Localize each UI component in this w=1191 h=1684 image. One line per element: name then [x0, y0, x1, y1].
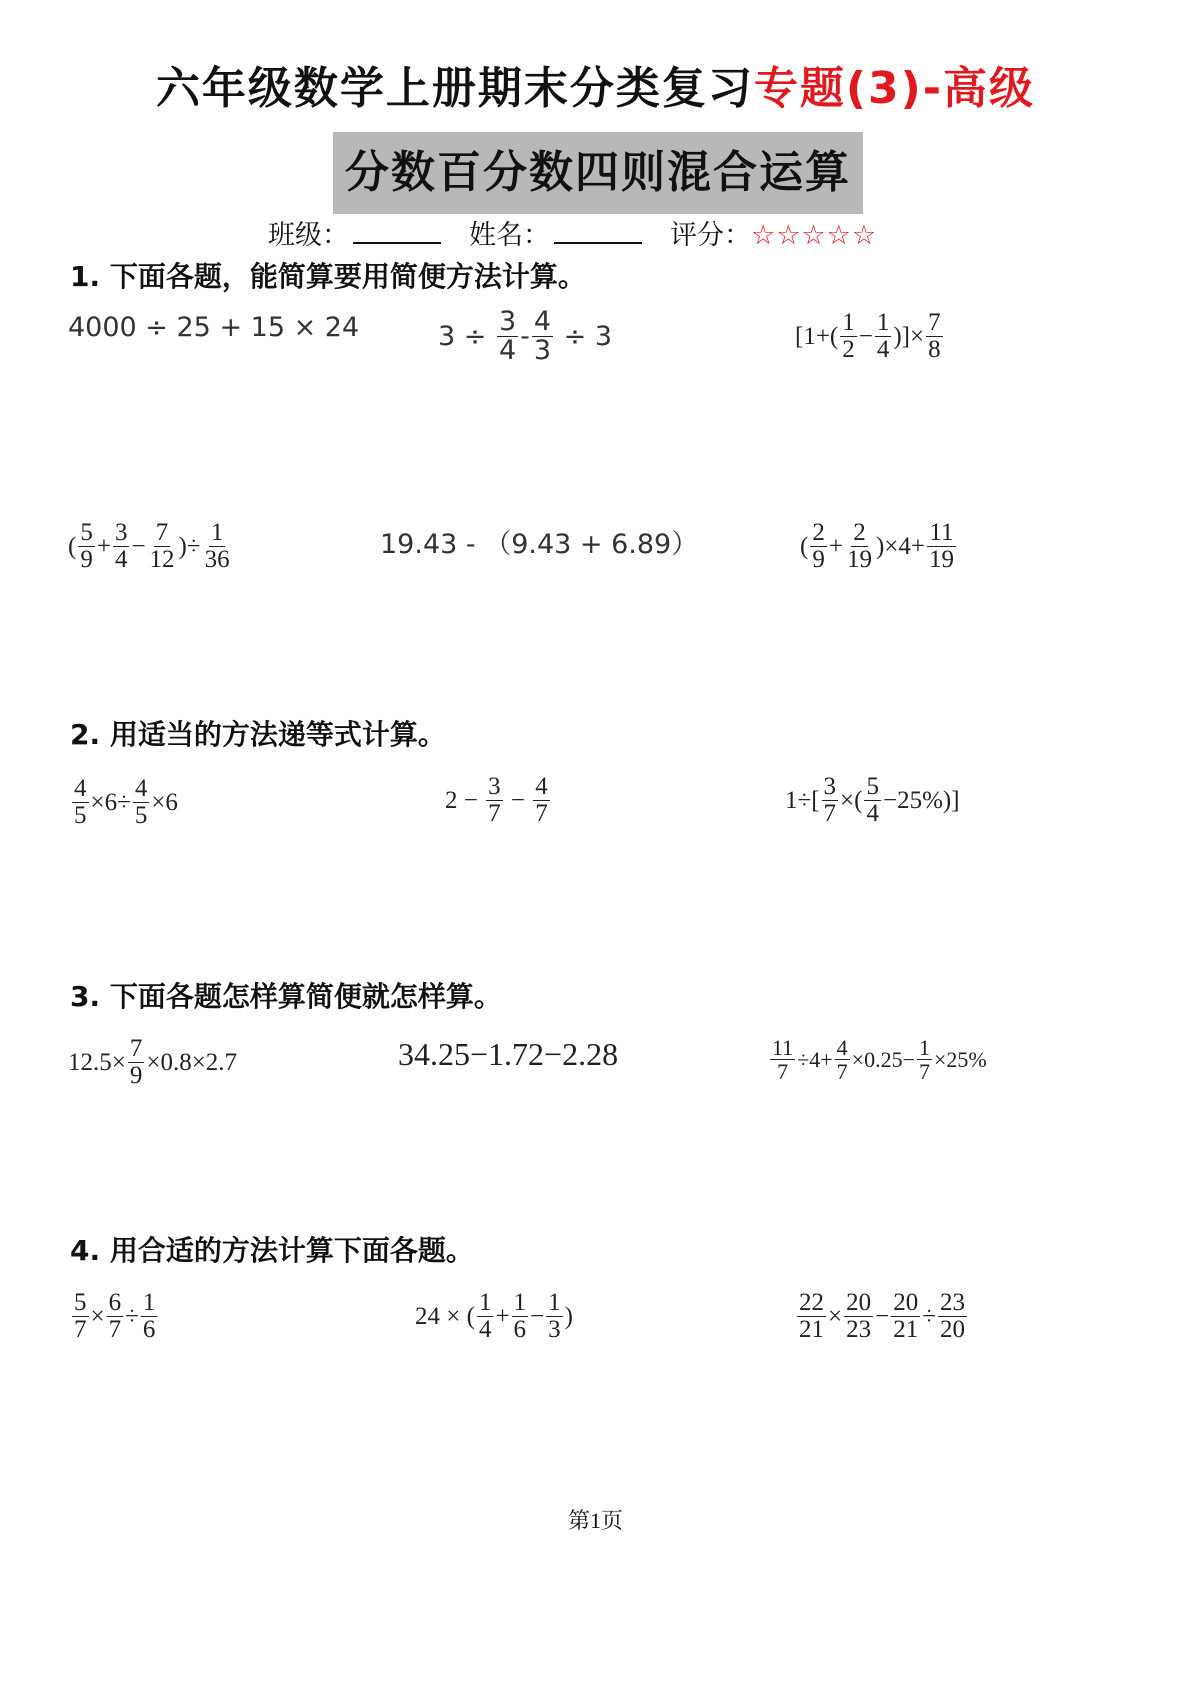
denominator: 23	[846, 1316, 872, 1344]
problem	[398, 1036, 618, 1073]
class-field[interactable]	[268, 218, 441, 252]
numerator: 3	[488, 773, 501, 800]
fraction	[148, 520, 177, 574]
denominator: 2	[842, 336, 855, 364]
expression-text: −	[530, 1302, 545, 1330]
expression-text: [1+(	[795, 322, 839, 350]
numerator: 4	[74, 775, 87, 802]
fraction	[844, 1290, 873, 1344]
expression-text: ×6÷	[90, 788, 131, 816]
fraction	[810, 520, 827, 574]
expression-text: )	[564, 1302, 573, 1330]
expression-text: 12.5×	[68, 1048, 126, 1076]
numerator: 4	[134, 775, 148, 802]
fraction	[72, 776, 89, 830]
fraction	[486, 774, 503, 828]
numerator: 4	[533, 306, 552, 337]
fraction	[770, 1036, 795, 1083]
fraction	[938, 1290, 967, 1344]
numerator: 3	[498, 306, 517, 337]
problem	[70, 776, 178, 830]
fraction	[875, 310, 892, 364]
problem	[445, 774, 552, 828]
problem	[68, 520, 234, 574]
expression-text: −	[875, 1302, 890, 1330]
numerator: 4	[836, 1035, 848, 1060]
numerator: 23	[939, 1289, 965, 1316]
denominator: 12	[149, 546, 175, 574]
expression-text: ×0.25−	[851, 1046, 915, 1072]
fraction	[917, 1036, 932, 1083]
fraction	[107, 1290, 124, 1344]
expression-text: )×4+	[875, 532, 925, 560]
denominator: 7	[488, 800, 501, 828]
denominator: 9	[812, 546, 825, 574]
score-stars: ☆☆☆☆☆	[751, 220, 878, 251]
numerator: 1	[478, 1289, 492, 1316]
section-3-heading: 3. 下面各题怎样算简便就怎样算。	[70, 980, 502, 1013]
problem	[68, 312, 359, 343]
expression-text: 1÷[	[785, 786, 820, 814]
expression-text: ×	[828, 1302, 843, 1330]
denominator: 7	[108, 1316, 122, 1344]
denominator: 7	[535, 800, 548, 828]
expression-text: (	[68, 532, 77, 560]
numerator: 4	[535, 773, 548, 800]
denominator: 3	[548, 1316, 561, 1344]
fraction	[512, 1290, 529, 1344]
name-field[interactable]	[469, 218, 642, 252]
denominator: 4	[498, 335, 517, 367]
fraction	[141, 1290, 158, 1344]
fraction	[926, 310, 943, 364]
fraction	[546, 1290, 563, 1344]
denominator: 7	[823, 800, 837, 828]
fraction	[78, 520, 95, 574]
numerator: 6	[108, 1289, 122, 1316]
score-field	[670, 220, 877, 252]
denominator: 7	[74, 1316, 87, 1344]
numerator: 3	[114, 519, 128, 546]
section-1-heading: 1. 下面各题，能简算要用简便方法计算。	[70, 260, 586, 293]
problem	[70, 1290, 159, 1344]
denominator: 4	[866, 800, 879, 828]
expression-text: −	[131, 532, 146, 560]
problem	[795, 1290, 969, 1344]
expression-text: ÷	[125, 1302, 139, 1330]
problem	[415, 1290, 573, 1344]
expression-text: ÷4+	[797, 1046, 833, 1072]
name-blank[interactable]	[554, 218, 642, 244]
fraction	[113, 520, 130, 574]
numerator: 7	[129, 1035, 143, 1062]
numerator: 5	[866, 773, 879, 800]
denominator: 5	[74, 802, 87, 830]
expression-text: )]×	[893, 322, 925, 350]
denominator: 9	[80, 546, 93, 574]
numerator: 1	[842, 309, 855, 336]
denominator: 6	[513, 1316, 527, 1344]
expression-text: ×25%	[934, 1046, 987, 1072]
expression-text: ×(	[840, 786, 863, 814]
fraction	[840, 310, 857, 364]
problem	[768, 1036, 987, 1083]
fraction	[864, 774, 881, 828]
fraction	[845, 520, 874, 574]
fraction	[497, 308, 518, 366]
problem	[795, 310, 945, 364]
fraction	[835, 1036, 850, 1083]
denominator: 8	[928, 336, 941, 364]
denominator: 19	[846, 546, 872, 574]
numerator: 20	[846, 1289, 872, 1316]
expression-text: ×0.8×2.7	[146, 1048, 238, 1076]
numerator: 22	[799, 1289, 824, 1316]
problem	[68, 1036, 237, 1090]
student-info	[268, 218, 877, 252]
fraction	[533, 774, 550, 828]
expression-text: −	[858, 322, 873, 350]
class-blank[interactable]	[353, 218, 441, 244]
numerator: 5	[74, 1289, 87, 1316]
denominator: 36	[204, 546, 230, 574]
expression-text: 24 × (	[415, 1302, 475, 1330]
numerator: 7	[155, 519, 169, 546]
expression-text: ×6	[151, 788, 178, 816]
section-2-heading: 2. 用适当的方法递等式计算。	[70, 718, 446, 751]
expression-text: +	[828, 532, 843, 560]
fraction	[927, 520, 956, 574]
numerator: 1	[210, 519, 224, 546]
expression-text: +	[96, 532, 111, 560]
expression-text: -	[520, 321, 530, 353]
expression-text: )÷	[178, 532, 201, 560]
denominator: 7	[919, 1059, 930, 1085]
section-4-heading: 4. 用合适的方法计算下面各题。	[70, 1234, 474, 1267]
expression-text: ÷ 3	[555, 321, 613, 353]
denominator: 19	[928, 546, 954, 574]
denominator: 4	[114, 546, 128, 574]
denominator: 21	[799, 1316, 824, 1344]
denominator: 4	[876, 336, 890, 364]
denominator: 7	[777, 1059, 789, 1085]
denominator: 20	[939, 1316, 965, 1344]
page-number: 第1页	[567, 1508, 623, 1533]
expression-text: 2 −	[445, 786, 485, 814]
fraction	[133, 776, 150, 830]
expression-text: 19.43 - （9.43 + 6.89）	[380, 529, 699, 560]
problem	[785, 774, 960, 828]
class-label: 班级：	[268, 220, 349, 251]
denominator: 6	[142, 1316, 156, 1344]
fraction	[72, 1290, 89, 1344]
numerator: 2	[853, 519, 866, 546]
expression-text: −25%)]	[882, 786, 960, 814]
name-label: 姓名：	[469, 220, 550, 251]
problem	[800, 520, 958, 574]
title-line-1	[0, 62, 1191, 116]
title-line-2: 分数百分数四则混合运算	[333, 132, 863, 214]
numerator: 1	[919, 1035, 930, 1060]
fraction	[128, 1036, 145, 1090]
fraction	[891, 1290, 920, 1344]
problem	[438, 308, 612, 366]
expression-text: −	[504, 786, 532, 814]
problem	[380, 522, 698, 561]
numerator: 11	[772, 1035, 794, 1060]
numerator: 7	[928, 309, 941, 336]
fraction	[203, 520, 232, 574]
fraction	[477, 1290, 494, 1344]
numerator: 1	[548, 1289, 561, 1316]
expression-text: 4000 ÷ 25 + 15 × 24	[68, 312, 360, 343]
expression-text: ÷	[922, 1302, 936, 1330]
numerator: 3	[823, 773, 837, 800]
fraction	[532, 308, 553, 366]
fraction	[797, 1290, 826, 1344]
denominator: 5	[134, 802, 148, 830]
expression-text: +	[495, 1302, 510, 1330]
expression-text: 3 ÷	[438, 321, 495, 353]
denominator: 9	[129, 1062, 143, 1090]
expression-text: 34.25−1.72−2.28	[398, 1036, 619, 1072]
title-main: 六年级数学上册期末分类复习	[155, 63, 754, 114]
numerator: 2	[812, 519, 825, 546]
numerator: 5	[80, 519, 93, 546]
denominator: 7	[836, 1059, 848, 1085]
denominator: 4	[478, 1316, 492, 1344]
fraction	[822, 774, 839, 828]
numerator: 11	[929, 519, 954, 546]
expression-text: ×	[90, 1302, 105, 1330]
numerator: 20	[893, 1289, 919, 1316]
expression-text: (	[800, 532, 809, 560]
numerator: 1	[142, 1289, 156, 1316]
numerator: 1	[876, 309, 890, 336]
title-topic: 专题(3)-高级	[753, 63, 1036, 114]
denominator: 3	[533, 335, 552, 367]
score-label: 评分：	[670, 220, 751, 251]
numerator: 1	[513, 1289, 527, 1316]
denominator: 21	[893, 1316, 919, 1344]
